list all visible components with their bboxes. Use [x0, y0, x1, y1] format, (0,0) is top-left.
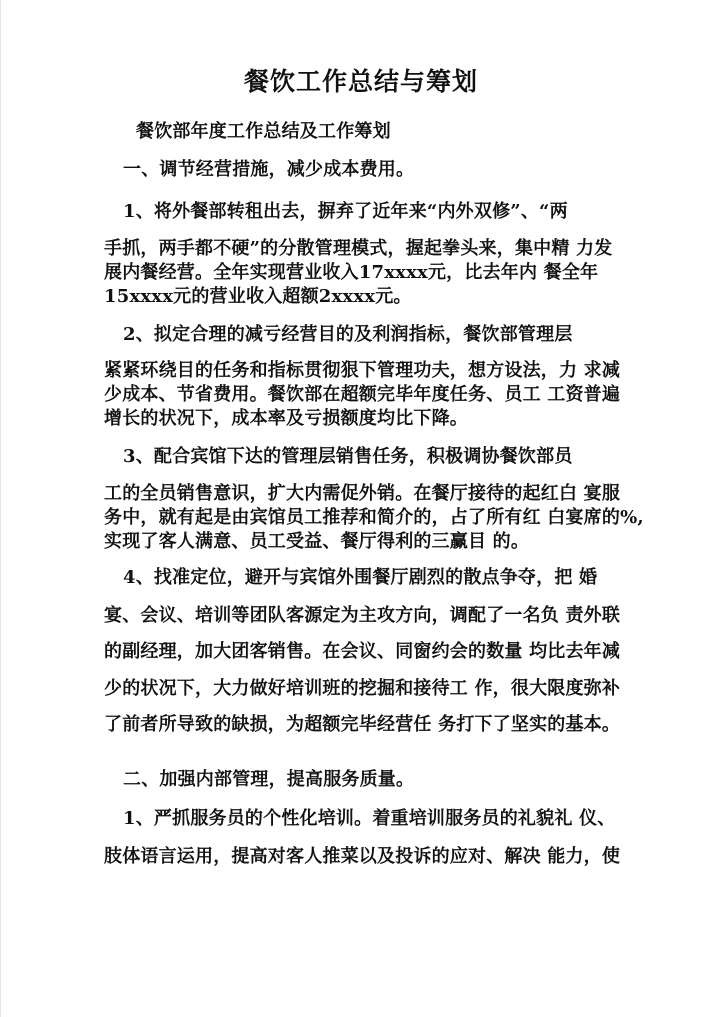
- paragraph-lead: 2、拟定合理的减亏经营目的及利润指标，餐饮部管理层: [123, 324, 573, 345]
- section-heading: 二、加强内部管理，提高服务质量。: [123, 769, 415, 790]
- paragraph-lead: 3、配合宾馆下达的管理层销售任务，积极调协餐饮部员: [123, 446, 573, 467]
- paragraph-line: 少成本、节省费用。餐饮部在超额完毕年度任务、员工 工资普遍: [104, 384, 621, 405]
- paragraph-line: 增长的状况下，成本率及亏损额度均比下降。: [104, 408, 468, 429]
- paragraph-line: 展内餐经营。全年实现营业收入17xxxx元，比去年内 餐全年: [104, 262, 599, 283]
- paragraph-line: 了前者所导致的缺损，为超额完毕经营任 务打下了坚实的基本。: [104, 714, 621, 735]
- paragraph-lead: 1、严抓服务员的个性化培训。着重培训服务员的礼貌礼 仪、: [123, 808, 616, 829]
- paragraph-line: 工的全员销售意识，扩大内需促外销。在餐厅接待的起红白 宴服: [104, 483, 621, 504]
- paragraph-line: 的副经理，加大团客销售。在会议、同窗约会的数量 均比去年减: [104, 641, 621, 662]
- paragraph-line: 紧紧环绕目的任务和指标贯彻狠下管理功夫，想方设法，力 求减: [104, 360, 621, 381]
- paragraph-line: 15xxxx元的营业收入超额2xxxx元。: [104, 286, 412, 307]
- paragraph-line: 宴、会议、培训等团队客源定为主攻方向，调配了一名负 责外联: [104, 605, 621, 626]
- document-subtitle: 餐饮部年度工作总结及工作筹划: [136, 121, 391, 142]
- section-heading: 一、调节经营措施，减少成本费用。: [123, 159, 415, 180]
- paragraph-lead: 4、找准定位，避开与宾馆外围餐厅剧烈的散点争夺，把 婚: [123, 567, 598, 588]
- paragraph-lead: 1、将外餐部转租出去，摒弃了近年来“内外双修”、“两: [123, 201, 568, 222]
- paragraph-line: 实现了客人满意、员工受益、餐厅得利的三赢目 的。: [104, 531, 530, 552]
- paragraph-line: 肢体语言运用，提高对客人推菜以及投诉的应对、解决 能力，使: [104, 846, 621, 867]
- paragraph-line: 少的状况下，大力做好培训班的挖掘和接待工 作，很大限度弥补: [104, 678, 621, 699]
- document-title: 餐饮工作总结与筹划: [243, 67, 478, 96]
- paragraph-line: 手抓，两手都不硬”的分散管理模式，握起拳头来，集中精 力发: [104, 238, 613, 259]
- paragraph-line: 务中，就有起是由宾馆员工推荐和简介的，占了所有红 白宴席的%,: [104, 507, 644, 528]
